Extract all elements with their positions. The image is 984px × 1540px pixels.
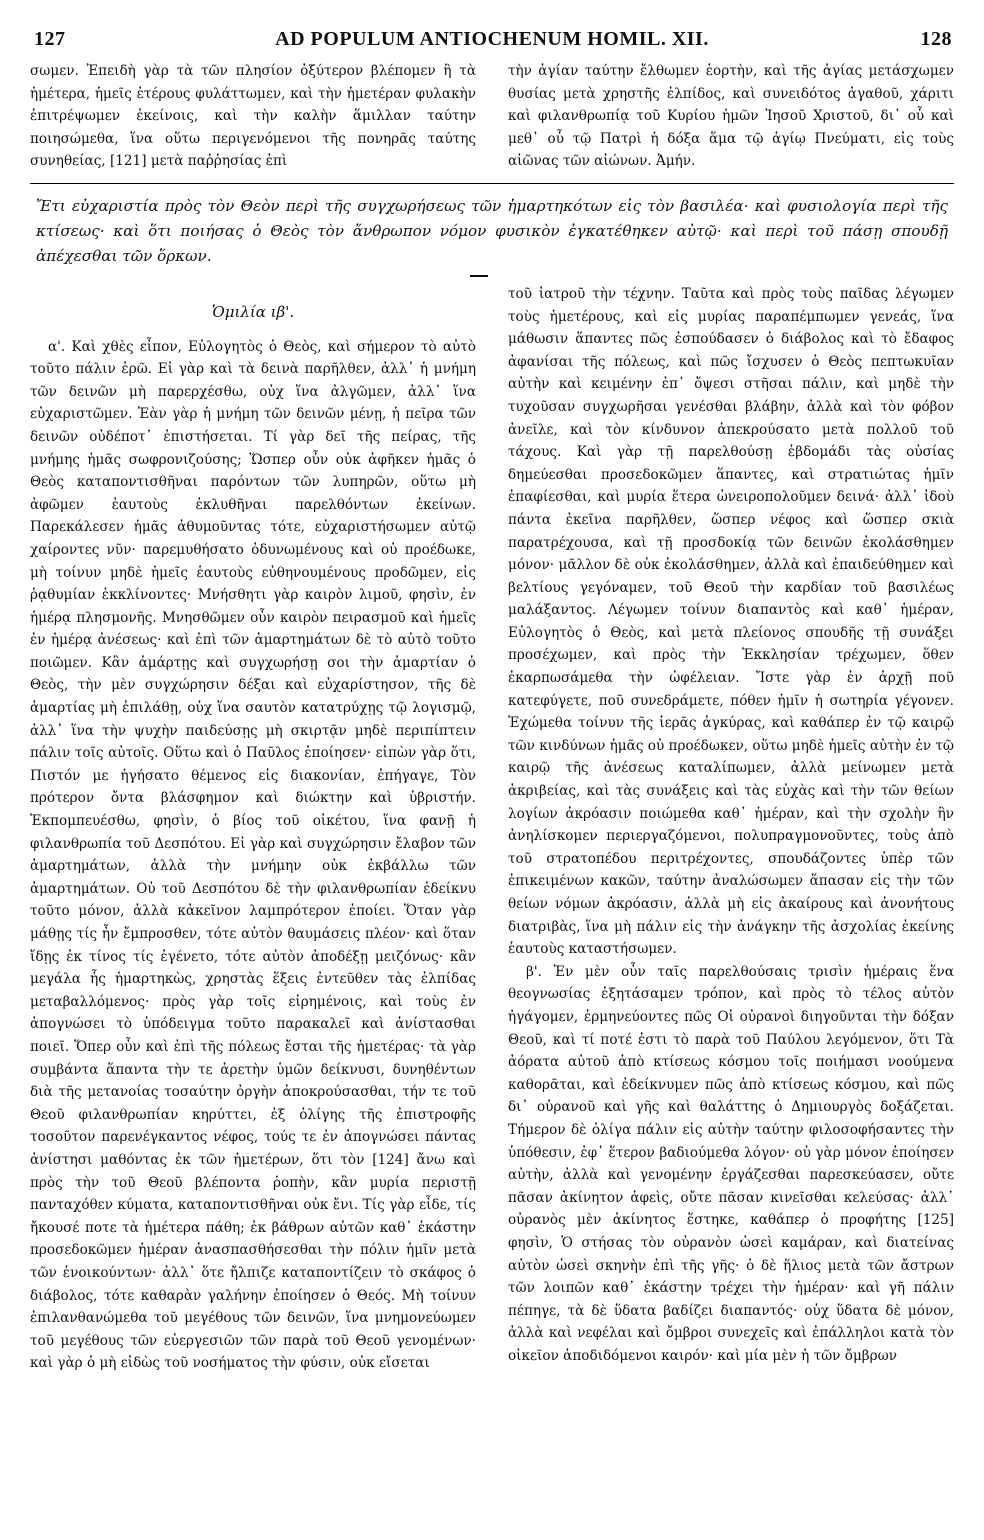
page-number-left: 127 xyxy=(34,28,66,50)
body-right-paragraph-1: τοῦ ἰατροῦ τὴν τέχνην. Ταῦτα καὶ πρὸς τοὺς παῖδας λέγωμεν τοὺς ἡμετέρους, καὶ εἰς μυρίας παραπέμπωμεν γενεάς, ἵνα μάθωσιν ἅπαντες πῶς ἐσπούδασεν ὁ διάβολος καὶ τὸ ἔδαφος ἀφανίσαι τῆς πόλεως, καὶ πῶς ἴσχυσεν ὁ Θεὸς πεπτωκυῖαν αὐτὴν καὶ κειμένην ἐπ᾽ ὄψεσι στῆσαι πάλιν, καὶ μηδὲ τὴν τυχοῦσαν συγχωρῆσαι γενέσθαι βλάβην, ἀλλὰ καὶ τὸν φόβον ἀνεῖλε, καὶ τὸν κίνδυνον ἀπεκρούσατο μετὰ πολλοῦ τοῦ τάχους. Καὶ γὰρ τῇ παρελθούσῃ ἑβδομάδι τὰς οὐσίας δημεύεσθαι προσεδοκῶμεν ἅπαντες, καὶ στρατιώτας ἡμῖν ἐπαφίεσθαι, καὶ μυρία ἕτερα ὠνειροπολοῦμεν δεινά· ἀλλ᾽ ἰδοὺ πάντα ἐκεῖνα παρῆλθεν, ὥσπερ νέφος καὶ ὥσπερ σκιὰ παρατρέχουσα, καὶ τῇ προσδοκίᾳ τῶν δεινῶν ἐκολάσθημεν μόνον· μᾶλλον δὲ οὐκ ἐκολάσθημεν, ἀλλὰ καὶ ἐπαιδεύθημεν καὶ βελτίους γεγόναμεν, τοῦ Θεοῦ τὴν καρδίαν τοῦ βασιλέως μαλάξαντος. Λέγωμεν τοίνυν διαπαντὸς καὶ καθ᾽ ἡμέραν, Εὐλογητὸς ὁ Θεὸς, καὶ μετὰ πλείονος σπουδῆς τῇ συνάξει προσέχωμεν, καὶ πρὸς τὴν Ἐκκλησίαν τρέχωμεν, ὅθεν ἐκαρπωσάμεθα τὴν ὠφέλειαν. Ἴστε γὰρ ἐν ἀρχῇ ποῦ κατεφύγετε, ποῦ συνεδράμετε, πόθεν ἡμῖν ἡ σωτηρία γέγονεν. Ἐχώμεθα τοίνυν τῆς ἱερᾶς ἀγκύρας, καὶ καθάπερ ἐν τῷ καιρῷ τῶν κινδύνων ἡμᾶς οὐ προέδωκεν, οὕτω μηδὲ ἡμεῖς αὐτὴν ἐν τῷ καιρῷ τῆς ἀνέσεως καταλίπωμεν, ἀλλὰ μείνωμεν μετὰ ἀκριβείας, καὶ τὰς συνάξεις καὶ τὰς εὐχὰς καὶ τὴν τῶν θείων λογίων ἀκρόασιν ποιώμεθα καθ᾽ ἡμέραν, καὶ τὴν σχολὴν ἣν ἀνηλίσκομεν περιεργαζόμενοι, πολυπραγμονοῦντες, τοὺς ἀπὸ τοῦ στρατοπέδου περιτρέχοντες, σπουδάζοντες ὑπὲρ τῶν ἐπικειμένων κακῶν, ταύτην ἀναλώσωμεν ἅπασαν εἰς τὴν τῶν θείων νόμων ἀκρόασιν, ἀλλὰ μὴ εἰς ἀκαίρους καὶ ἀνονήτους διατριβὰς, ἵνα μὴ πάλιν εἰς τὴν ἀνάγκην τῆς ἀσχολίας ἐκείνης ἑαυτοὺς καταστήσωμεν. xyxy=(508,285,955,958)
body-right-paragraph-2: β'. Ἐν μὲν οὖν ταῖς παρελθούσαις τρισὶν ἡμέραις ἕνα θεογνωσίας ἐξητάσαμεν τρόπον, καὶ πρὸς τὸ τέλος αὐτὸν ἠγάγομεν, ἑρμηνεύοντες πῶς Οἱ οὐρανοὶ διηγοῦνται τὴν δόξαν Θεοῦ, καὶ τί ποτέ ἐστι τὸ παρὰ τοῦ Παύλου λεγόμενον, ὅτι Τὰ ἀόρατα αὐτοῦ ἀπὸ κτίσεως κόσμου τοῖς ποιήμασι νοούμενα καθορᾶται, καὶ ἐδείκνυμεν πῶς ἀπὸ κτίσεως κόσμου, καὶ πῶς δι᾽ οὐρανοῦ καὶ γῆς καὶ θαλάττης ὁ Δημιουργὸς δοξάζεται. Τήμερον δὲ ὀλίγα πάλιν εἰς αὐτὴν ταύτην φιλοσοφήσαντες τὴν ὑπόθεσιν, ἐφ᾽ ἕτερον βαδιούμεθα λόγον· οὐ γὰρ μόνον ἐποίησεν αὐτὴν, ἀλλὰ καὶ γενομένην ἐργάζεσθαι παρεσκεύασεν, οὔτε πᾶσαν ἀκίνητον ἀφεὶς, οὔτε πᾶσαν κινεῖσθαι κελεύσας· ἀλλ᾽ οὐρανὸς μὲν ἀκίνητος ἕστηκε, καθάπερ ὁ προφήτης [125] φησὶν, Ὁ στήσας τὸν οὐρανὸν ὡσεὶ καμάραν, καὶ διατείνας αὐτὸν ὡσεὶ σκηνὴν ἐπὶ τῆς γῆς· ὁ δὲ ἥλιος μετὰ τῶν ἄστρων τῶν λοιπῶν καθ᾽ ἑκάστην τρέχει τὴν ἡμέραν· καὶ γῆ πάλιν πέπηγε, τὰ δὲ ὕδατα βαδίζει διαπαντός· οὐχ ὕδατα δὲ μόνον, ἀλλὰ καὶ νεφέλαι καὶ ὄμβροι συνεχεῖς καὶ ἐπάλληλοι κατὰ τὸν οἰκεῖον ἀποδιδόμενοι καιρόν· καὶ μία μὲν ἡ τῶν ὄμβρων xyxy=(508,963,954,1364)
homily-summary: Ἔτι εὐχαριστία πρὸς τὸν Θεὸν περὶ τῆς συγχωρήσεως τῶν ἡμαρτηκότων εἰς τὸν βασιλέα· καὶ φυσιολογία περὶ τῆς κτίσεως· καὶ ὅτι ποιήσας ὁ Θεὸς τὸν ἄνθρωπον νόμον φυσικὸν ἐγκατέθηκεν αὐτῷ· καὶ περὶ τοῦ πάσῃ σπουδῇ ἀπέχεσθαι τῶν ὅρκων. xyxy=(36,196,948,265)
summary-dash xyxy=(470,275,488,277)
homily-title: Ὁμιλία ιβ'. xyxy=(211,302,295,321)
body-columns xyxy=(30,283,954,1375)
top-right-text: τὴν ἁγίαν ταύτην ἔλθωμεν ἑορτὴν, καὶ τῆς ἁγίας μετάσχωμεν θυσίας μετὰ χρηστῆς ἐλπίδος, καὶ συνειδότος ἀγαθοῦ, χάριτι καὶ φιλανθρωπίᾳ τοῦ Κυρίου ἡμῶν Ἰησοῦ Χριστοῦ, δι᾽ οὗ καὶ μεθ᾽ οὗ τῷ Πατρὶ ἡ δόξα ἅμα τῷ ἁγίῳ Πνεύματι, εἰς τοὺς αἰῶνας τῶν αἰώνων. Ἀμήν. xyxy=(508,63,954,170)
running-title: AD POPULUM ANTIOCHENUM HOMIL. XII. xyxy=(275,28,709,50)
top-left-text: σωμεν. Ἐπειδὴ γὰρ τὰ τῶν πλησίον ὀξύτερον βλέπομεν ἢ τὰ ἡμέτερα, ἡμεῖς ἑτέρους φυλάττωμεν, καὶ τὴν ἡμετέραν φυλακὴν ἐπιτρέψωμεν ἐκείνοις, καὶ τὴν καλὴν ἅμιλλαν ταύτην ποιησώμεθα, ἵνα οὕτω περιγενόμενοι τῆς πονηρᾶς ταύτης συνηθείας, [121] μετὰ παῤῥησίας ἐπὶ xyxy=(30,63,476,170)
running-header xyxy=(30,28,954,54)
body-left-text: α'. Καὶ χθὲς εἶπον, Εὐλογητὸς ὁ Θεὸς, καὶ σήμερον τὸ αὐτὸ τοῦτο πάλιν ἐρῶ. Εἰ γὰρ καὶ τὰ δεινὰ παρῆλθεν, ἀλλ᾽ ἡ μνήμη τῶν δεινῶν μὴ παρερχέσθω, οὐχ ἵνα ἀλγῶμεν, ἀλλ᾽ ἵνα εὐχαριστῶμεν. Ἐὰν γὰρ ἡ μνήμη τῶν δεινῶν μένῃ, ἡ πεῖρα τῶν δεινῶν οὐδέποτ᾽ ἐπιστήσεται. Τί γὰρ δεῖ τῆς πείρας, τῆς μνήμης ἡμᾶς σωφρονιζούσης; Ὥσπερ οὖν οὐκ ἀφῆκεν ἡμᾶς ὁ Θεὸς καταποντισθῆναι παρόντων τῶν λυπηρῶν, οὕτω μὴ ἀφῶμεν ἑαυτοὺς ἐκλυθῆναι παρελθόντων ἐκείνων. Παρεκάλεσεν ἡμᾶς ἀθυμοῦντας τότε, εὐχαριστήσωμεν αὐτῷ χαίροντες νῦν· παρεμυθήσατο ὀδυνωμένους καὶ οὐ προέδωκε, μὴ τοίνυν μηδὲ ἡμεῖς ἑαυτοὺς εὐθηνουμένους προδῶμεν, εἰς ῥᾳθυμίαν ἐκκλίνοντες· Μνήσθητι γὰρ καιρὸν λιμοῦ, φησὶν, ἐν ἡμέρᾳ πλησμονῆς. Μνησθῶμεν οὖν καιρὸν πειρασμοῦ καὶ ἡμεῖς ἐν ἡμέρᾳ ἀνέσεως· καὶ ἐπὶ τῶν ἁμαρτημάτων δὲ τὸ αὐτὸ τοῦτο ποιῶμεν. Κἂν ἁμάρτῃς καὶ συγχωρήσῃ σοι τὴν ἁμαρτίαν ὁ Θεὸς, τὴν μὲν συγχώρησιν δέξαι καὶ εὐχαρίστησον, τῆς δὲ ἁμαρτίας μὴ ἐπιλάθῃ, οὐχ ἵνα σαυτὸν κατατρύχῃς τῷ λογισμῷ, ἀλλ᾽ ἵνα τὴν ψυχὴν παιδεύσῃς μὴ σκιρτᾷν μηδὲ περιπίπτειν πάλιν τοῖς αὐτοῖς. Οὕτω καὶ ὁ Παῦλος ἐποίησεν· εἰπὼν γὰρ ὅτι, Πιστόν με ἡγήσατο θέμενος εἰς διακονίαν, ἐπήγαγε, Τὸν πρότερον ὄντα βλάσφημον καὶ διώκτην καὶ ὑβριστήν. Ἐκπομπευέσθω, φησὶν, ὁ βίος τοῦ οἰκέτου, ἵνα φανῇ ἡ φιλανθρωπία τοῦ Δεσπότου. Εἰ γὰρ καὶ συγχώρησιν ἔλαβον τῶν ἁμαρτημάτων, ἀλλὰ τὴν μνήμην οὐκ ἐκβάλλω τῶν ἁμαρτημάτων. Οὐ τοῦ Δεσπότου δὲ τὴν φιλανθρωπίαν ἐδείκνυ τοῦτο μόνον, ἀλλὰ κἀκεῖνον λαμπρότερον ἐποίει. Ὅταν γὰρ μάθῃς τίς ἦν ἔμπροσθεν, τότε αὐτὸν θαυμάσεις πλέον· καὶ ὅταν ἴδῃς ἐκ τίνος τίς ἐγένετο, τότε αὐτὸν ἀποδέξῃ μειζόνως· κἂν μεγάλα ἧς ἡμαρτηκὼς, χρηστὰς ἕξεις ἐντεῦθεν τὰς ἐλπίδας μεταβαλλόμενος· πρὸς γὰρ τοῖς εἰρημένοις, καὶ τοὺς ἐν ἀπογνώσει τὸ ὑπόδειγμα τοῦτο παρακαλεῖ καὶ ἀνίστασθαι ποιεῖ. Ὅπερ οὖν καὶ ἐπὶ τῆς πόλεως ἔσται τῆς ἡμετέρας· τὰ γὰρ συμβάντα ἅπαντα τὴν τε ἀρετὴν ὑμῶν δείκνυσι, δυνηθέντων διὰ τῆς μετανοίας τοσαύτην ὀργὴν ἀποκρούσασθαι, τήν τε τοῦ Θεοῦ φιλανθρωπίαν κηρύττει, ἐξ ὀλίγης τῆς ἐπιστροφῆς τοσοῦτον παρενέγκαντος νέφος, τούς τε ἐν ἀπογνώσει πάντας ἀνίστησι μαθόντας ἐκ τῶν ἡμετέρων, ὅτι τὸν [124] ἄνω καὶ πρὸς τὴν τοῦ Θεοῦ βλέποντα ῥοπὴν, κἂν μυρία περιστῇ πανταχόθεν κύματα, καταποντισθῆναι οὐκ ἔνι. Τίς γὰρ εἶδε, τίς ἤκουσέ ποτε τὰ ἡμέτερα πάθη; ἐκ βάθρων αὐτῶν καθ᾽ ἑκάστην προσεδοκῶμεν ἡμέραν ἀνασπασθήσεσθαι τὴν πόλιν ἡμῖν μετὰ τῶν ἐνοικούντων· ἀλλ᾽ ὅτε ἤλπιζε καταποντίζειν τὸ σκάφος ὁ διάβολος, τότε καθαρὰν γαλήνην ἐποίησεν ὁ Θεός. Μὴ τοίνυν ἐπιλανθανώμεθα τοῦ μεγέθους τῶν δεινῶν, ἵνα μνημονεύωμεν τοῦ μεγέθους τῶν εὐεργεσιῶν τῶν παρὰ τοῦ Θεοῦ γενομένων· καὶ γὰρ ὁ μὴ εἰδὼς τοῦ νοσήματος τὴν φύσιν, οὐκ εἴσεται xyxy=(30,338,476,1372)
top-right-column xyxy=(508,60,954,173)
page-number-right: 128 xyxy=(920,28,952,50)
body-left-column xyxy=(30,283,476,1375)
top-left-column xyxy=(30,60,476,173)
page xyxy=(30,28,954,1375)
top-columns xyxy=(30,60,954,173)
divider-rule xyxy=(30,183,954,184)
body-right-column xyxy=(508,283,954,1375)
